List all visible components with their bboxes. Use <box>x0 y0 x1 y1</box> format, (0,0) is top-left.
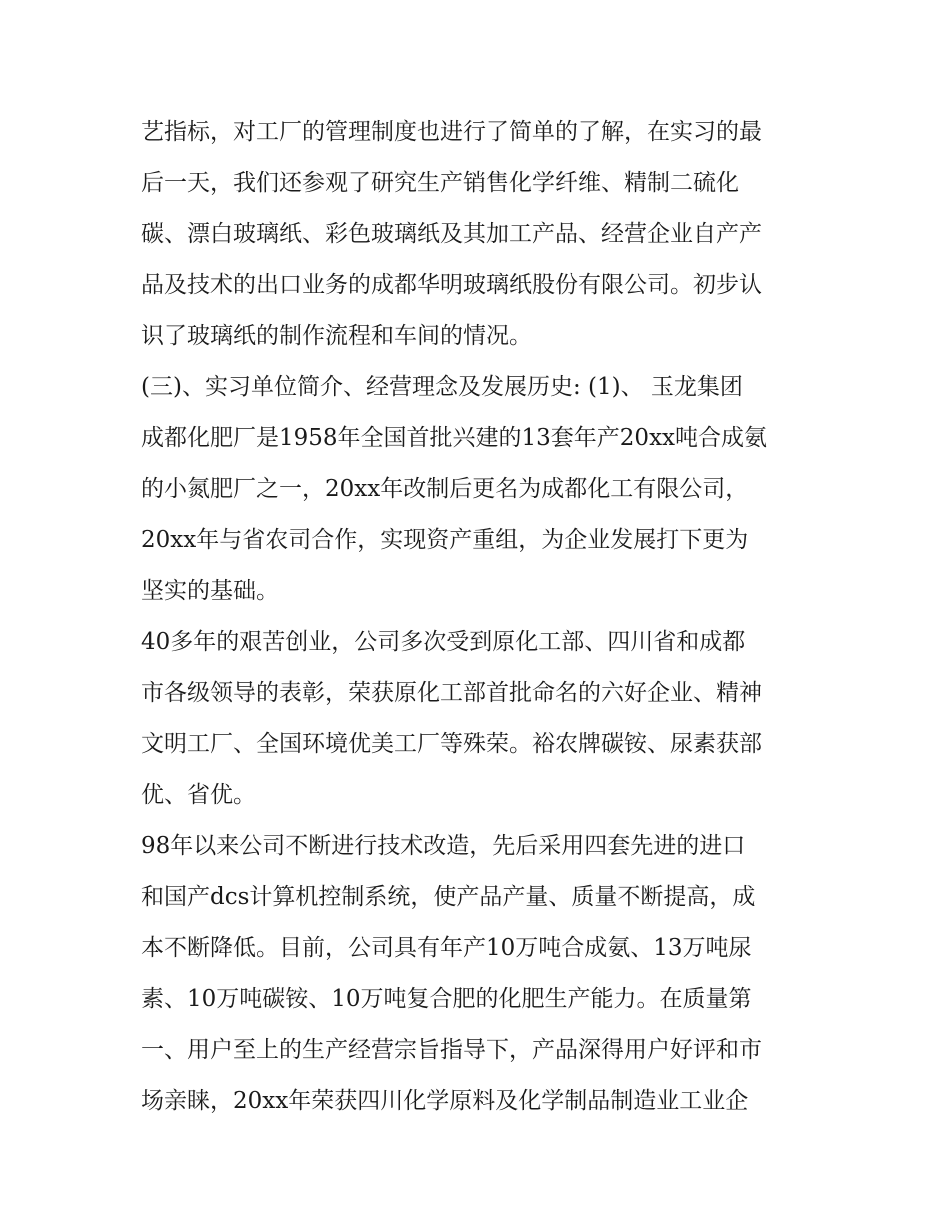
text-line-18: 素、10万吨碳铵、10万吨复合肥的化肥生产能力。在质量第 <box>141 986 752 1012</box>
text-line-14: 优、省优。 <box>141 782 256 808</box>
text-line-12: 市各级领导的表彰，荣获原化工部首批命名的六好企业、精神 <box>141 680 762 706</box>
text-line-16: 和国产dcs计算机控制系统，使产品产量、质量不断提高，成 <box>141 884 756 910</box>
text-line-3: 碳、漂白玻璃纸、彩色玻璃纸及其加工产品、经营企业自产产 <box>141 221 762 247</box>
text-line-10: 坚实的基础。 <box>141 578 279 604</box>
text-line-1: 艺指标，对工厂的管理制度也进行了简单的了解，在实习的最 <box>141 119 762 145</box>
text-line-2: 后一天，我们还参观了研究生产销售化学纤维、精制二硫化 <box>141 170 739 196</box>
body-text <box>141 107 821 1127</box>
text-line-19: 一、用户至上的生产经营宗旨指导下，产品深得用户好评和市 <box>141 1037 762 1063</box>
text-line-9: 20xx年与省农司合作，实现资产重组，为企业发展打下更为 <box>141 527 749 553</box>
text-line-20: 场亲睐，20xx年荣获四川化学原料及化学制品制造业工业企 <box>141 1088 749 1114</box>
text-line-15: 98年以来公司不断进行技术改造，先后采用四套先进的进口 <box>141 833 746 859</box>
text-line-13: 文明工厂、全国环境优美工厂等殊荣。裕农牌碳铵、尿素获部 <box>141 731 762 757</box>
text-line-11: 40多年的艰苦创业，公司多次受到原化工部、四川省和成都 <box>141 629 746 655</box>
text-line-17: 本不断降低。目前，公司具有年产10万吨合成氨、13万吨尿 <box>141 935 752 961</box>
text-line-4: 品及技术的出口业务的成都华明玻璃纸股份有限公司。初步认 <box>141 272 762 298</box>
text-line-5: 识了玻璃纸的制作流程和车间的情况。 <box>141 323 532 349</box>
text-line-8: 的小氮肥厂之一，20xx年改制后更名为成都化工有限公司， <box>141 476 749 502</box>
text-line-7: 成都化肥厂是1958年全国首批兴建的13套年产20xx吨合成氨 <box>141 425 768 451</box>
section-heading-line: (三)、实习单位简介、经营理念及发展历史: (1)、 玉龙集团 <box>141 374 743 400</box>
